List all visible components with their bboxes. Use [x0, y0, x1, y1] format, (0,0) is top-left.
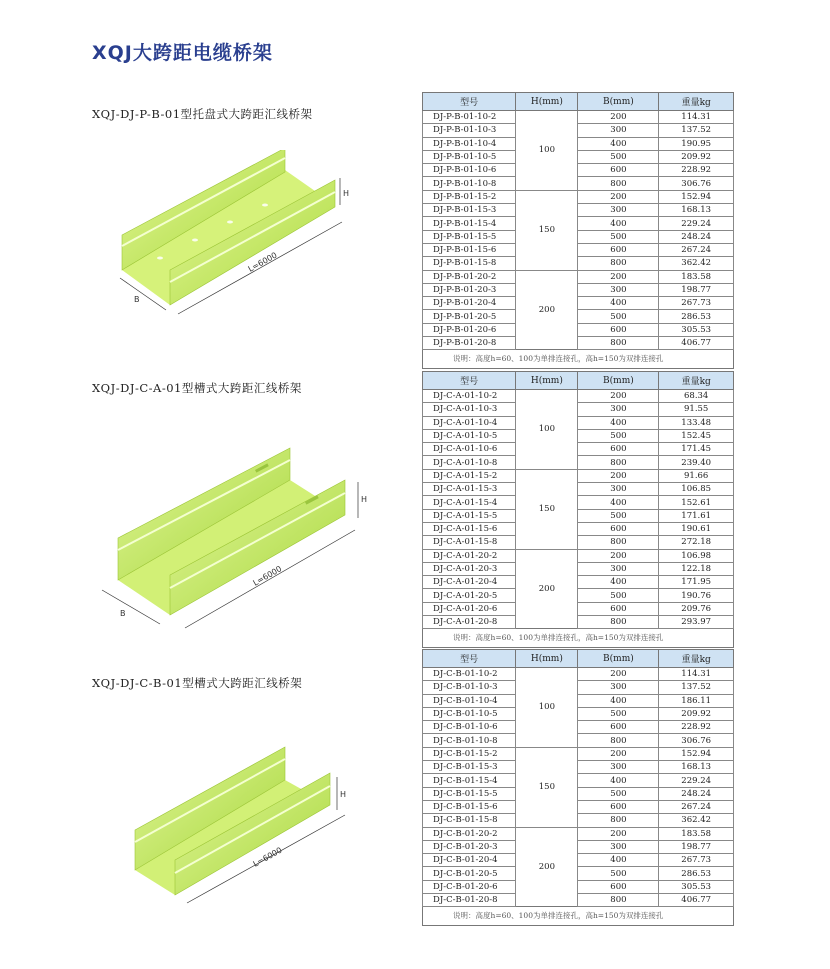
- model-cell: DJ-C-A-01-10-8: [423, 456, 516, 469]
- width-cell: 800: [578, 814, 659, 827]
- width-cell: 400: [578, 496, 659, 509]
- model-cell: DJ-P-B-01-20-5: [423, 310, 516, 323]
- table-row: [423, 443, 734, 456]
- width-cell: 200: [578, 390, 659, 403]
- weight-cell: 305.53: [659, 323, 734, 336]
- width-cell: 500: [578, 310, 659, 323]
- width-cell: 800: [578, 337, 659, 350]
- model-cell: DJ-C-A-01-10-6: [423, 443, 516, 456]
- model-cell: DJ-P-B-01-10-3: [423, 124, 516, 137]
- weight-cell: 198.77: [659, 283, 734, 296]
- width-cell: 400: [578, 576, 659, 589]
- model-cell: DJ-C-B-01-20-6: [423, 880, 516, 893]
- width-cell: 300: [578, 483, 659, 496]
- model-cell: DJ-P-B-01-20-2: [423, 270, 516, 283]
- width-cell: 800: [578, 616, 659, 629]
- dim-h-label: H: [361, 495, 368, 504]
- table-row: [423, 164, 734, 177]
- weight-cell: 171.61: [659, 509, 734, 522]
- width-cell: 200: [578, 747, 659, 760]
- weight-cell: 267.24: [659, 243, 734, 256]
- model-cell: DJ-C-B-01-10-8: [423, 734, 516, 747]
- weight-cell: 209.76: [659, 602, 734, 615]
- page-title: XQJ大跨距电缆桥架: [92, 42, 273, 64]
- width-cell: 200: [578, 469, 659, 482]
- weight-cell: 406.77: [659, 337, 734, 350]
- model-cell: DJ-C-A-01-20-6: [423, 602, 516, 615]
- model-cell: DJ-P-B-01-20-6: [423, 323, 516, 336]
- table-row: [423, 721, 734, 734]
- weight-cell: 198.77: [659, 840, 734, 853]
- table-row: [423, 562, 734, 575]
- model-cell: DJ-P-B-01-20-4: [423, 297, 516, 310]
- dim-l-label: L=6000: [251, 845, 284, 869]
- height-cell: 100: [516, 668, 578, 748]
- table-row: [423, 390, 734, 403]
- weight-cell: 293.97: [659, 616, 734, 629]
- column-header: 型号: [423, 650, 516, 668]
- height-cell: 150: [516, 469, 578, 549]
- model-cell: DJ-C-B-01-20-2: [423, 827, 516, 840]
- width-cell: 600: [578, 721, 659, 734]
- table-row: [423, 509, 734, 522]
- model-cell: DJ-C-A-01-10-4: [423, 416, 516, 429]
- height-cell: 100: [516, 390, 578, 470]
- model-cell: DJ-C-A-01-15-5: [423, 509, 516, 522]
- model-cell: DJ-C-B-01-20-8: [423, 894, 516, 907]
- weight-cell: 286.53: [659, 310, 734, 323]
- table-row: [423, 323, 734, 336]
- width-cell: 200: [578, 668, 659, 681]
- column-header: B(mm): [578, 93, 659, 111]
- weight-cell: 267.24: [659, 800, 734, 813]
- table-row: [423, 536, 734, 549]
- weight-cell: 137.52: [659, 124, 734, 137]
- table-row: [423, 602, 734, 615]
- table-row: [423, 469, 734, 482]
- table-row: [423, 694, 734, 707]
- width-cell: 200: [578, 111, 659, 124]
- width-cell: 400: [578, 297, 659, 310]
- table-row: [423, 616, 734, 629]
- model-cell: DJ-C-B-01-15-5: [423, 787, 516, 800]
- weight-cell: 114.31: [659, 668, 734, 681]
- table-row: [423, 894, 734, 907]
- width-cell: 600: [578, 323, 659, 336]
- table-row: [423, 124, 734, 137]
- model-cell: DJ-P-B-01-15-4: [423, 217, 516, 230]
- table-row: [423, 880, 734, 893]
- table-row: [423, 230, 734, 243]
- model-cell: DJ-P-B-01-15-6: [423, 243, 516, 256]
- table-row: [423, 217, 734, 230]
- weight-cell: 68.34: [659, 390, 734, 403]
- width-cell: 600: [578, 602, 659, 615]
- model-cell: DJ-C-A-01-10-5: [423, 429, 516, 442]
- width-cell: 500: [578, 867, 659, 880]
- table-row: [423, 549, 734, 562]
- model-cell: DJ-C-A-01-20-2: [423, 549, 516, 562]
- weight-cell: 106.98: [659, 549, 734, 562]
- weight-cell: 305.53: [659, 880, 734, 893]
- table-row: [423, 310, 734, 323]
- weight-cell: 168.13: [659, 204, 734, 217]
- width-cell: 300: [578, 403, 659, 416]
- weight-cell: 106.85: [659, 483, 734, 496]
- weight-cell: 306.76: [659, 734, 734, 747]
- model-cell: DJ-C-A-01-15-2: [423, 469, 516, 482]
- column-header: B(mm): [578, 372, 659, 390]
- model-cell: DJ-C-A-01-20-4: [423, 576, 516, 589]
- model-cell: DJ-C-A-01-20-8: [423, 616, 516, 629]
- width-cell: 500: [578, 707, 659, 720]
- dim-b-label: B: [134, 295, 140, 304]
- model-cell: DJ-C-A-01-10-3: [423, 403, 516, 416]
- weight-cell: 183.58: [659, 270, 734, 283]
- product-label-pb: XQJ-DJ-P-B-01型托盘式大跨距汇线桥架: [92, 107, 313, 121]
- width-cell: 800: [578, 894, 659, 907]
- model-cell: DJ-P-B-01-15-3: [423, 204, 516, 217]
- table-row: [423, 111, 734, 124]
- column-header: 重量kg: [659, 372, 734, 390]
- width-cell: 200: [578, 190, 659, 203]
- model-cell: DJ-P-B-01-15-2: [423, 190, 516, 203]
- dim-h-label: H: [343, 189, 350, 198]
- model-cell: DJ-P-B-01-10-4: [423, 137, 516, 150]
- width-cell: 300: [578, 124, 659, 137]
- table-row: [423, 576, 734, 589]
- model-cell: DJ-P-B-01-20-3: [423, 283, 516, 296]
- model-cell: DJ-P-B-01-15-5: [423, 230, 516, 243]
- dim-l-label: L=6000: [251, 564, 284, 588]
- table-row: [423, 137, 734, 150]
- table-row: [423, 416, 734, 429]
- weight-cell: 168.13: [659, 761, 734, 774]
- width-cell: 300: [578, 204, 659, 217]
- width-cell: 800: [578, 734, 659, 747]
- weight-cell: 229.24: [659, 774, 734, 787]
- table-note: 说明：高度h=60、100为单排连接孔，高h=150为双排连接孔: [423, 907, 734, 926]
- model-cell: DJ-C-B-01-20-4: [423, 854, 516, 867]
- weight-cell: 272.18: [659, 536, 734, 549]
- width-cell: 800: [578, 536, 659, 549]
- width-cell: 300: [578, 681, 659, 694]
- height-cell: 200: [516, 549, 578, 629]
- model-cell: DJ-C-B-01-15-2: [423, 747, 516, 760]
- table-row: [423, 429, 734, 442]
- weight-cell: 152.94: [659, 190, 734, 203]
- table-row: [423, 827, 734, 840]
- width-cell: 400: [578, 416, 659, 429]
- column-header: 重量kg: [659, 93, 734, 111]
- weight-cell: 228.92: [659, 721, 734, 734]
- model-cell: DJ-P-B-01-10-6: [423, 164, 516, 177]
- weight-cell: 91.66: [659, 469, 734, 482]
- table-row: [423, 150, 734, 163]
- model-cell: DJ-C-B-01-10-6: [423, 721, 516, 734]
- table-row: [423, 774, 734, 787]
- model-cell: DJ-C-A-01-10-2: [423, 390, 516, 403]
- product-label-ca: XQJ-DJ-C-A-01型槽式大跨距汇线桥架: [92, 381, 302, 395]
- weight-cell: 152.94: [659, 747, 734, 760]
- dim-l-label: L=6000: [246, 250, 279, 274]
- model-cell: DJ-C-A-01-15-6: [423, 522, 516, 535]
- model-cell: DJ-C-B-01-20-3: [423, 840, 516, 853]
- width-cell: 600: [578, 443, 659, 456]
- weight-cell: 267.73: [659, 297, 734, 310]
- model-cell: DJ-C-A-01-20-5: [423, 589, 516, 602]
- width-cell: 400: [578, 137, 659, 150]
- width-cell: 400: [578, 217, 659, 230]
- weight-cell: 248.24: [659, 787, 734, 800]
- weight-cell: 306.76: [659, 177, 734, 190]
- weight-cell: 137.52: [659, 681, 734, 694]
- weight-cell: 91.55: [659, 403, 734, 416]
- weight-cell: 239.40: [659, 456, 734, 469]
- dim-h-label: H: [340, 790, 347, 799]
- height-cell: 200: [516, 827, 578, 907]
- table-note: 说明：高度h=60、100为单排连接孔，高h=150为双排连接孔: [423, 350, 734, 369]
- width-cell: 800: [578, 177, 659, 190]
- column-header: 重量kg: [659, 650, 734, 668]
- table-row: [423, 867, 734, 880]
- model-cell: DJ-P-B-01-20-8: [423, 337, 516, 350]
- table-row: [423, 800, 734, 813]
- weight-cell: 186.11: [659, 694, 734, 707]
- weight-cell: 362.42: [659, 257, 734, 270]
- table-row: [423, 589, 734, 602]
- spec-table-ca: [422, 371, 734, 648]
- weight-cell: 171.95: [659, 576, 734, 589]
- model-cell: DJ-C-B-01-15-6: [423, 800, 516, 813]
- model-cell: DJ-C-B-01-20-5: [423, 867, 516, 880]
- weight-cell: 190.95: [659, 137, 734, 150]
- table-row: [423, 496, 734, 509]
- width-cell: 600: [578, 800, 659, 813]
- tray-illustration-pb: [100, 150, 370, 325]
- weight-cell: 229.24: [659, 217, 734, 230]
- width-cell: 400: [578, 854, 659, 867]
- model-cell: DJ-P-B-01-10-8: [423, 177, 516, 190]
- width-cell: 800: [578, 257, 659, 270]
- width-cell: 500: [578, 150, 659, 163]
- table-row: [423, 270, 734, 283]
- width-cell: 500: [578, 787, 659, 800]
- model-cell: DJ-C-B-01-15-8: [423, 814, 516, 827]
- weight-cell: 152.45: [659, 429, 734, 442]
- table-row: [423, 747, 734, 760]
- tray-illustration-cb: [115, 745, 365, 925]
- model-cell: DJ-C-B-01-15-4: [423, 774, 516, 787]
- table-row: [423, 681, 734, 694]
- weight-cell: 228.92: [659, 164, 734, 177]
- weight-cell: 122.18: [659, 562, 734, 575]
- column-header: H(mm): [516, 372, 578, 390]
- width-cell: 200: [578, 270, 659, 283]
- table-row: [423, 403, 734, 416]
- weight-cell: 406.77: [659, 894, 734, 907]
- table-row: [423, 456, 734, 469]
- width-cell: 300: [578, 562, 659, 575]
- model-cell: DJ-C-A-01-15-8: [423, 536, 516, 549]
- width-cell: 500: [578, 429, 659, 442]
- width-cell: 500: [578, 509, 659, 522]
- table-row: [423, 707, 734, 720]
- dim-b-label: B: [120, 609, 126, 618]
- model-cell: DJ-C-B-01-10-2: [423, 668, 516, 681]
- table-row: [423, 204, 734, 217]
- width-cell: 200: [578, 827, 659, 840]
- weight-cell: 209.92: [659, 150, 734, 163]
- weight-cell: 248.24: [659, 230, 734, 243]
- weight-cell: 190.76: [659, 589, 734, 602]
- model-cell: DJ-C-B-01-10-4: [423, 694, 516, 707]
- width-cell: 300: [578, 840, 659, 853]
- width-cell: 600: [578, 880, 659, 893]
- height-cell: 150: [516, 190, 578, 270]
- width-cell: 600: [578, 243, 659, 256]
- width-cell: 300: [578, 283, 659, 296]
- width-cell: 500: [578, 589, 659, 602]
- width-cell: 500: [578, 230, 659, 243]
- weight-cell: 362.42: [659, 814, 734, 827]
- weight-cell: 286.53: [659, 867, 734, 880]
- table-row: [423, 814, 734, 827]
- table-row: [423, 483, 734, 496]
- table-note: 说明：高度h=60、100为单排连接孔，高h=150为双排连接孔: [423, 629, 734, 648]
- width-cell: 600: [578, 522, 659, 535]
- spec-table-cb: [422, 649, 734, 926]
- table-row: [423, 761, 734, 774]
- model-cell: DJ-P-B-01-10-5: [423, 150, 516, 163]
- table-row: [423, 297, 734, 310]
- model-cell: DJ-P-B-01-10-2: [423, 111, 516, 124]
- weight-cell: 171.45: [659, 443, 734, 456]
- width-cell: 600: [578, 164, 659, 177]
- model-cell: DJ-C-A-01-15-4: [423, 496, 516, 509]
- weight-cell: 114.31: [659, 111, 734, 124]
- table-row: [423, 190, 734, 203]
- column-header: 型号: [423, 372, 516, 390]
- table-row: [423, 283, 734, 296]
- table-row: [423, 177, 734, 190]
- column-header: H(mm): [516, 93, 578, 111]
- model-cell: DJ-C-B-01-15-3: [423, 761, 516, 774]
- table-row: [423, 840, 734, 853]
- column-header: 型号: [423, 93, 516, 111]
- model-cell: DJ-P-B-01-15-8: [423, 257, 516, 270]
- width-cell: 300: [578, 761, 659, 774]
- table-row: [423, 854, 734, 867]
- table-row: [423, 734, 734, 747]
- width-cell: 400: [578, 774, 659, 787]
- height-cell: 200: [516, 270, 578, 350]
- weight-cell: 190.61: [659, 522, 734, 535]
- model-cell: DJ-C-A-01-20-3: [423, 562, 516, 575]
- spec-table-pb: [422, 92, 734, 369]
- table-row: [423, 337, 734, 350]
- width-cell: 400: [578, 694, 659, 707]
- weight-cell: 183.58: [659, 827, 734, 840]
- weight-cell: 209.92: [659, 707, 734, 720]
- height-cell: 100: [516, 111, 578, 191]
- weight-cell: 267.73: [659, 854, 734, 867]
- model-cell: DJ-C-A-01-15-3: [423, 483, 516, 496]
- width-cell: 200: [578, 549, 659, 562]
- table-row: [423, 787, 734, 800]
- table-row: [423, 668, 734, 681]
- table-row: [423, 522, 734, 535]
- column-header: B(mm): [578, 650, 659, 668]
- weight-cell: 152.61: [659, 496, 734, 509]
- model-cell: DJ-C-B-01-10-3: [423, 681, 516, 694]
- product-label-cb: XQJ-DJ-C-B-01型槽式大跨距汇线桥架: [92, 676, 303, 690]
- model-cell: DJ-C-B-01-10-5: [423, 707, 516, 720]
- column-header: H(mm): [516, 650, 578, 668]
- width-cell: 800: [578, 456, 659, 469]
- table-row: [423, 257, 734, 270]
- table-row: [423, 243, 734, 256]
- tray-illustration-ca: [90, 440, 375, 635]
- height-cell: 150: [516, 747, 578, 827]
- weight-cell: 133.48: [659, 416, 734, 429]
